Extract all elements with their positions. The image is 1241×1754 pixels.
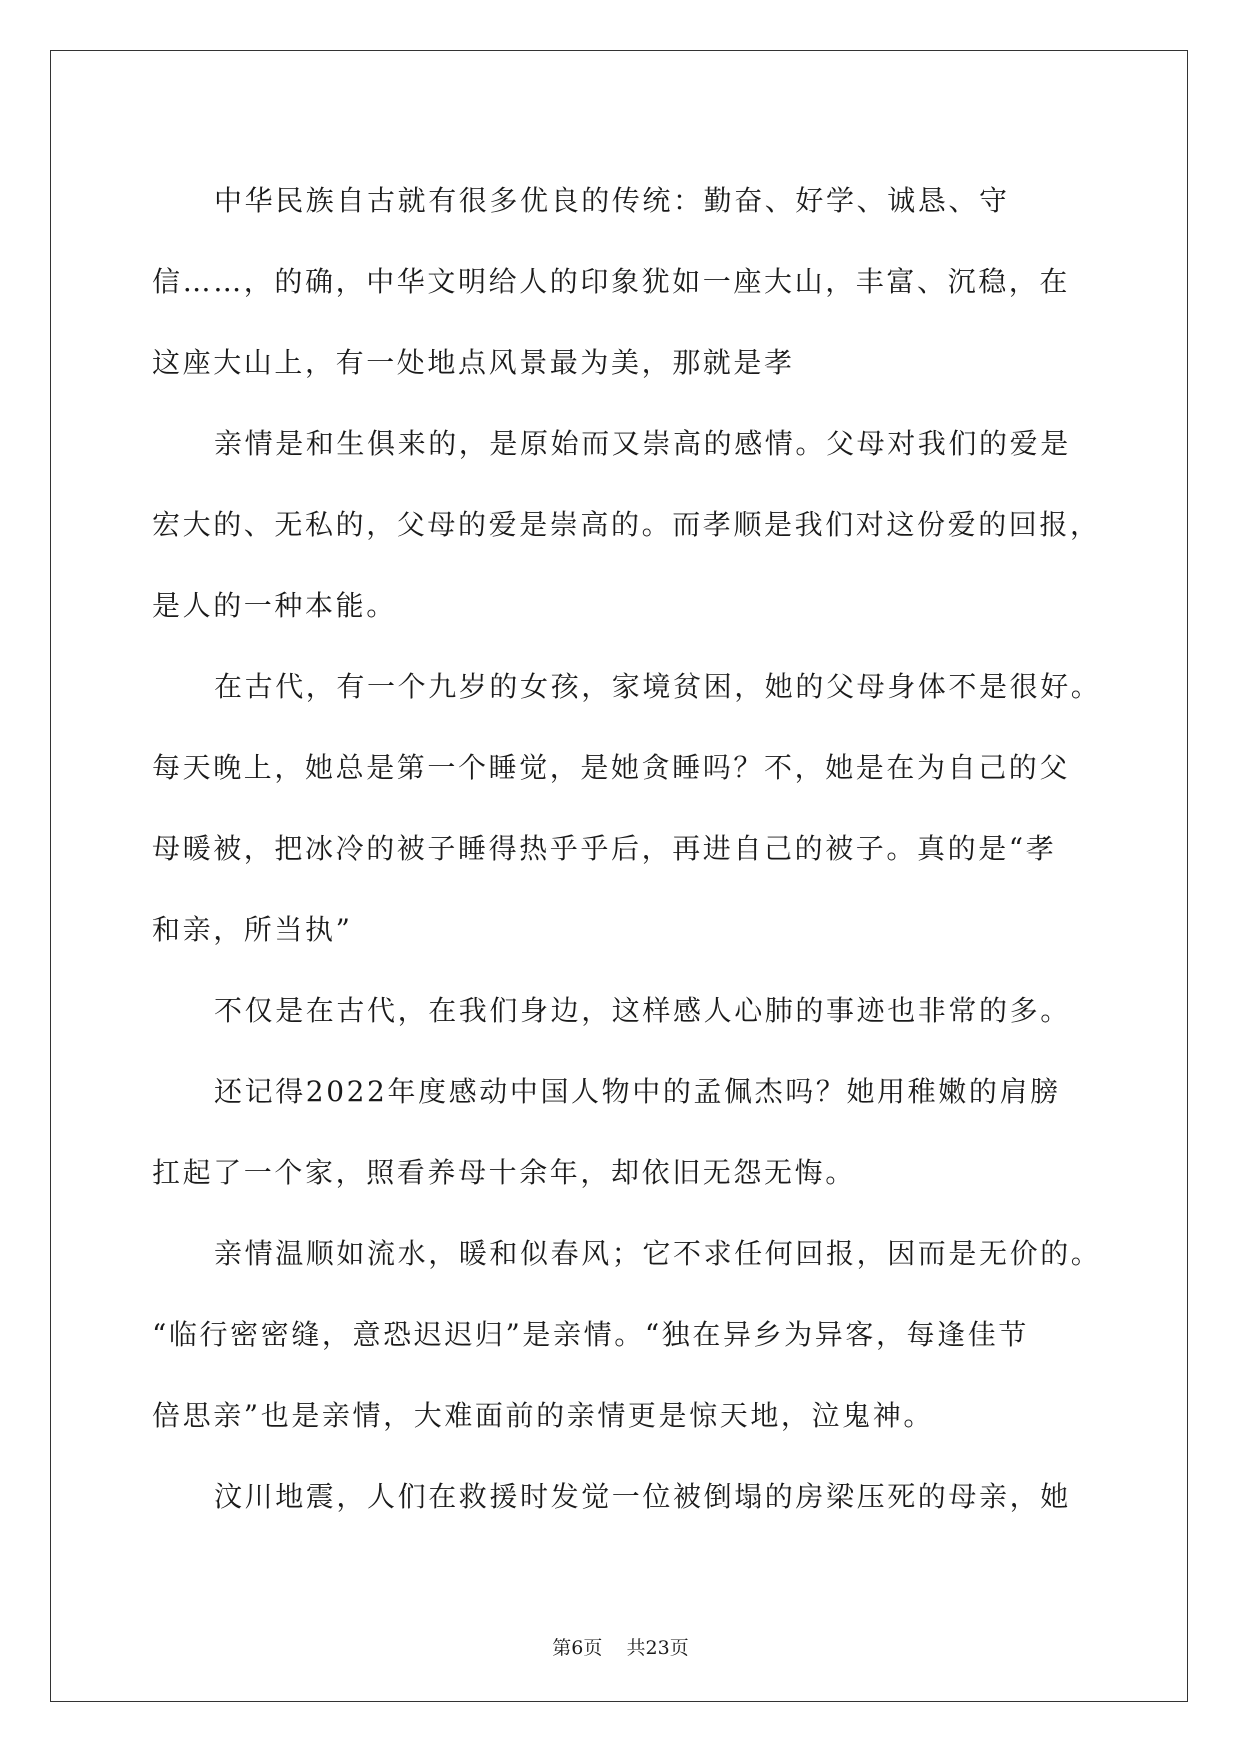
text-line: 亲情温顺如流水，暖和似春风；它不求任何回报，因而是无价的。: [214, 1237, 1102, 1270]
paragraph: [152, 970, 1092, 1051]
text-line: “临行密密缝，意恐迟迟归”是亲情。“独在异乡为异客，每逢佳节: [152, 1318, 1029, 1351]
text-line: 中华民族自古就有很多优良的传统：勤奋、好学、诚恳、守: [214, 184, 1010, 217]
text-line: 这座大山上，有一处地点风景最为美，那就是孝: [152, 346, 795, 379]
paragraph: [152, 160, 1092, 403]
text-line: 宏大的、无私的，父母的爱是崇高的。而孝顺是我们对这份爱的回报，: [152, 508, 1101, 541]
paragraph: [152, 1213, 1102, 1456]
document-body: [152, 160, 1102, 1537]
paragraph: [152, 403, 1101, 646]
text-line: 不仅是在古代，在我们身边，这样感人心肺的事迹也非常的多。: [214, 994, 1071, 1027]
text-line: 母暖被，把冰冷的被子睡得热乎乎后，再进自己的被子。真的是“孝: [152, 832, 1057, 865]
text-line: 汶川地震，人们在救援时发觉一位被倒塌的房梁压死的母亲，她: [214, 1480, 1071, 1513]
text-line: 亲情是和生俱来的，是原始而又崇高的感情。父母对我们的爱是: [214, 427, 1071, 460]
paragraph: [152, 1051, 1092, 1213]
text-line: 是人的一种本能。: [152, 589, 397, 622]
text-line: 扛起了一个家，照看养母十余年，却依旧无怨无悔。: [152, 1156, 856, 1189]
text-line: 和亲，所当执”: [152, 913, 353, 946]
footer-spacer: [602, 1637, 626, 1659]
page-total: 共23页: [626, 1637, 689, 1659]
text-line: 在古代，有一个九岁的女孩，家境贫困，她的父母身体不是很好。: [214, 670, 1102, 703]
page-footer: [0, 1636, 1241, 1660]
paragraph: [152, 646, 1102, 970]
page-number: 第6页: [552, 1637, 603, 1659]
text-line: 倍思亲”也是亲情，大难面前的亲情更是惊天地，泣鬼神。: [152, 1399, 934, 1432]
text-line: 还记得2022年度感动中国人物中的孟佩杰吗？她用稚嫩的肩膀: [214, 1075, 1061, 1108]
paragraph: [152, 1456, 1092, 1537]
text-line: 每天晚上，她总是第一个睡觉，是她贪睡吗？不，她是在为自己的父: [152, 751, 1071, 784]
text-line: 信……，的确，中华文明给人的印象犹如一座大山，丰富、沉稳，在: [152, 265, 1071, 298]
